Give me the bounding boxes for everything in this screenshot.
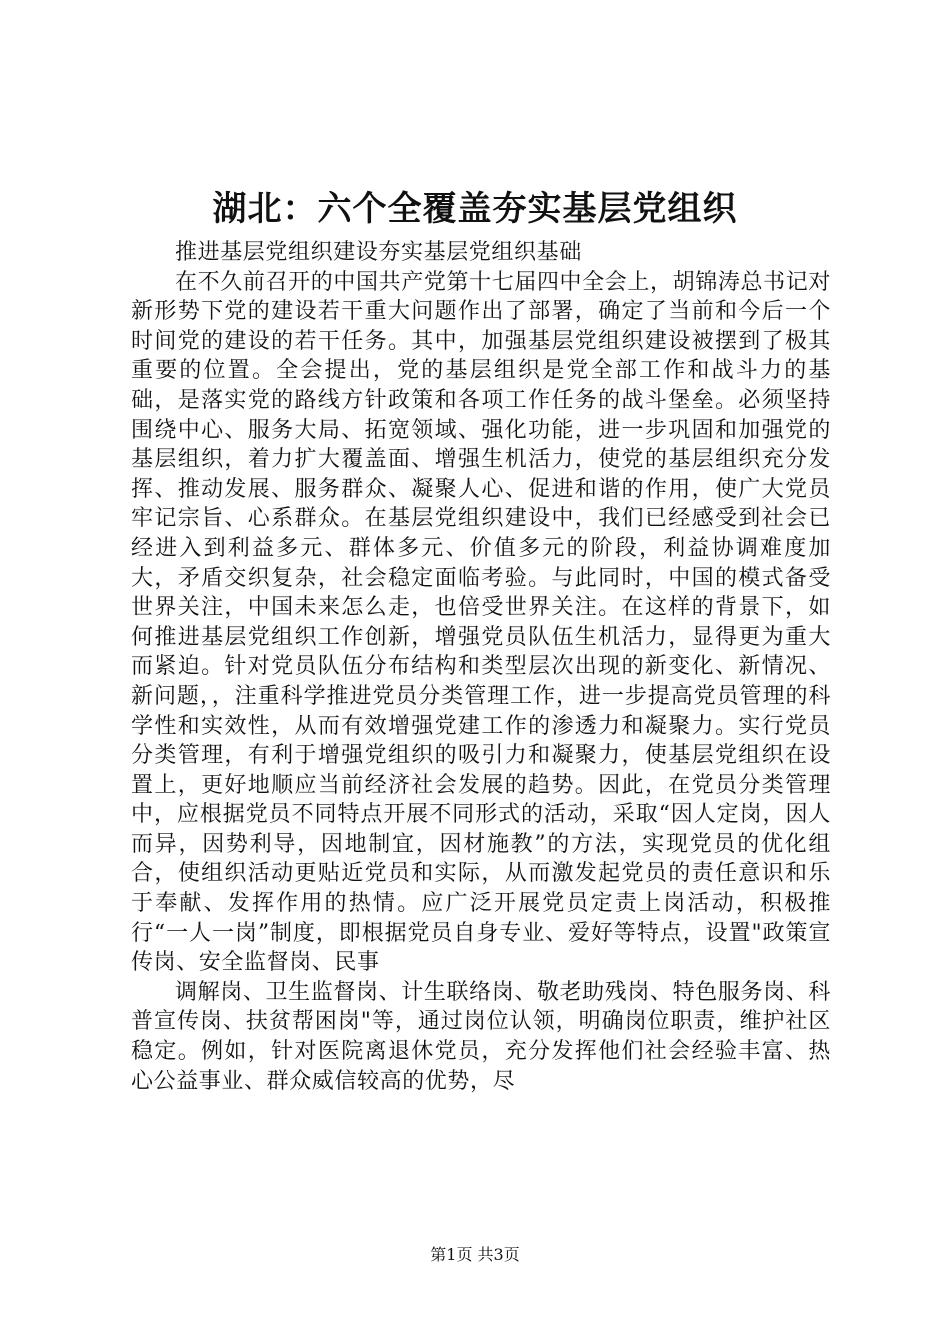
subtitle-paragraph: 推进基层党组织建设夯实基层党组织基础 bbox=[175, 240, 582, 265]
document-body bbox=[131, 238, 831, 1096]
body-paragraph: 调解岗、卫生监督岗、计生联络岗、敬老助残岗、特色服务岗、科普宣传岗、扶贫帮困岗"等，通过岗位认领，明确岗位职责，维护社区稳定。例如，针对医院离退休党员，充分发挥他们社会经验丰富、热心公益事业、群众威信较高的优势，尽 bbox=[131, 979, 831, 1094]
page-footer: 第1页 共3页 bbox=[430, 1245, 520, 1264]
body-paragraph: 在不久前召开的中国共产党第十七届四中全会上，胡锦涛总书记对新形势下党的建设若干重大问题作出了部署，确定了当前和今后一个时间党的建设的若干任务。其中，加强基层党组织建设被摆到了极其重要的位置。全会提出，党的基层组织是党全部工作和战斗力的基础，是落实党的路线方针政策和各项工作任务的战斗堡垒。必须坚持围绕中心、服务大局、拓宽领域、强化功能，进一步巩固和加强党的基层组织，着力扩大覆盖面、增强生机活力，使党的基层组织充分发挥、推动发展、服务群众、凝聚人心、促进和谐的作用，使广大党员牢记宗旨、心系群众。在基层党组织建设中，我们已经感受到社会已经进入到利益多元、群体多元、价值多元的阶段，利益协调难度加大，矛盾交织复杂，社会稳定面临考验。与此同时，中国的模式备受世界关注，中国未来怎么走，也倍受世界关注。在这样的背景下，如何推进基层党组织工作创新，增强党员队伍生机活力，显得更为重大而紧迫。针对党员队伍分布结构和类型层次出现的新变化、新情况、新问题，，注重科学推进党员分类管理工作，进一步提高党员管理的科学性和实效性，从而有效增强党建工作的渗透力和凝聚力。实行党员分类管理，有利于增强党组织的吸引力和凝聚力，使基层党组织在设置上，更好地顺应当前经济社会发展的趋势。因此，在党员分类管理中，应根据党员不同特点开展不同形式的活动，采取“因人定岗，因人而异，因势利导，因地制宜，因材施教”的方法，实现党员的优化组合，使组织活动更贴近党员和实际，从而激发起党员的责任意识和乐于奉献、发挥作用的热情。应广泛开展党员定责上岗活动，积极推行“一人一岗”制度，即根据党员自身专业、爱好等特点，设置"政策宣传岗、安全监督岗、民事 bbox=[131, 269, 831, 976]
document-title: 湖北：六个全覆盖夯实基层党组织 bbox=[212, 189, 738, 229]
